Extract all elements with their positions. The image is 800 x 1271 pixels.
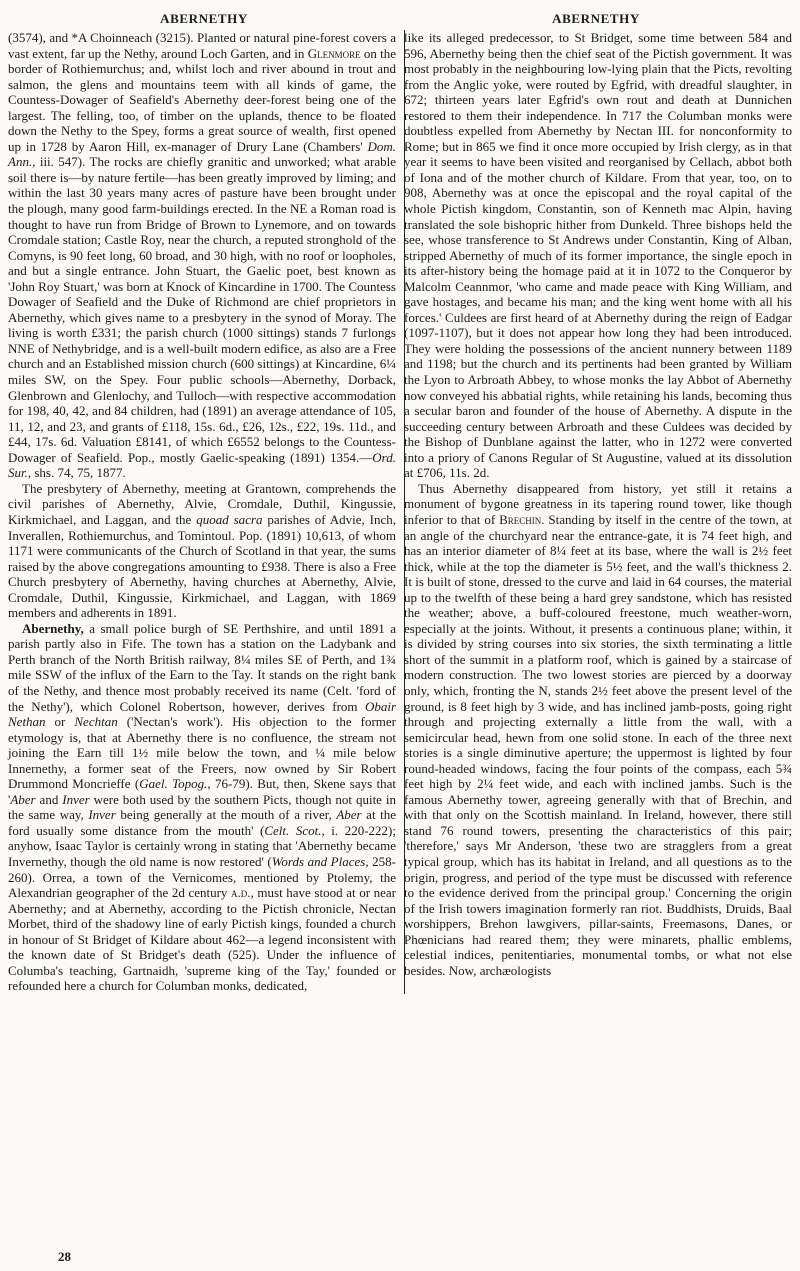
text-run: , must have stood at or near Abernethy; and at Abernethy, according to the Pictish chronicle, Nectan Morbet, third of the shadowy line of early Pictish kings, founded a church in honour of St Bridget of Kildare about 462—a legend inconsistent with the known date of St Bridget's death (525). Under the influence of Columba's teaching, Gartnaidh, 'supreme king of the Tay,' founded or refounded here a church for Columban monks, dedicated, (8, 885, 396, 994)
text-run: The presbytery of Abernethy, meeting at Grantown, comprehends the civil parishes of Abernethy, Alvie, Cromdale, Duthil, Kingussie, Kirkmichael, and Laggan, and the (8, 480, 396, 527)
page-number: 28 (58, 1249, 71, 1264)
text-run: parishes of Advie, Inch, Inverallen, Rothiemurchus, and Tomintoul. Pop. (1891) 10,613, of whom 1171 were communicants of the Church of Scotland in that year, the sums raised by the above congregations amounting to £938. There is also a Free Church presbytery of Abernethy, having churches at Abernethy, Alvie, Cromdale, Duthil, Kingussie, Kirkmichael, and Laggan, with 1869 members and adherents in 1891. (8, 511, 396, 621)
right-column (404, 30, 792, 994)
paragraph-abernethy-burgh (8, 621, 396, 994)
text-run: , shs. 74, 75, 1877. (27, 465, 126, 481)
italic-term: Aber (10, 791, 36, 807)
text-columns (8, 30, 792, 994)
text-run: ('Nectan's work'). His objection to the former etymology is, that at Abernethy there is no confluence, the stream not joining the Earn till 1½ mile below the town, and ¼ mile below Innernethy, a former seat of the Freers, now owned by Sir Robert Drummond Moncrieffe ( (8, 714, 396, 792)
text-run: (3574), and *A Choinneach (3215). Planted or natural pine-forest covers a vast extent, far up the Nethy, around Loch Garten, and in (8, 30, 396, 61)
citation-italic: Gael. Topog. (139, 776, 208, 792)
text-run: on the border of Rothiemurchus; and, whilst loch and river abound in trout and salmon, the glens and mountains teem with all kinds of game, the Countess-Dowager of Seafield's Abernethy deer-forest being one of the largest. The felling, too, of timber on the uplands, thence to be floated down the Nethy to the Spey, forms a great source of wealth, first opened up in 1728 by Aaron Hill, ex-manager of Drury Lane (Chambers' (8, 45, 396, 154)
paragraph-presbytery (8, 481, 396, 621)
citation-italic: Words and Places (271, 853, 366, 869)
italic-term: Aber (336, 807, 362, 823)
header-left-title: ABERNETHY (160, 11, 248, 26)
text-run: , iii. 547). The rocks are chiefly granitic and unworked; what arable soil there is—by nature fertile—has been greatly improved by liming; and within the last 30 years many acres of pasture have been brought under the plough, many good farm-buildings erected. In the NE a Roman road is thought to have run from Bridge of Brown to Lynemore, and on towards Cromdale station; Castle Roy, near the church, a reputed stronghold of the Comyns, is 90 feet long, 60 broad, and 30 high, with no roof or loopholes, and but a single entrance. John Stuart, the Gaelic poet, best known as 'John Roy Stuart,' was born at Knock of Kincardine in 1700. The Countess Dowager of Seafield and the Duke of Richmond are chief proprietors in Abernethy, which gives name to a presbytery in the synod of Moray. The living is worth £331; the parish church (1000 sittings) stands 7 furlongs NNE of Nethybridge, and is a well-built modern edifice, as also are a Free church and an Established mission church (600 sittings) at Kincardine, 6¼ miles SW, on the Spey. Four public schools—Abernethy, Dorback, Glenbrown and Glenlochy, and Tulloch—with respective accommodation for 198, 40, 42, and 84 children, had (1891) an average attendance of 105, 11, 12, and 23, and grants of £118, 15s. 6d., £26, 12s., £22, 19s. 11d., and £44, 17s. 6d. Valuation £8141, of which £6552 belongs to the Countess-Dowager of Seafield. Pop., mostly Gaelic-speaking (1891) 1354.— (8, 154, 396, 465)
place-name-glenmore: Glenmore (307, 45, 361, 61)
text-run: and (35, 791, 63, 807)
paragraph-round-tower (404, 481, 792, 979)
paragraph-parish-description (8, 30, 396, 481)
running-header (8, 8, 792, 30)
text-run: , 76-79). But, then, Skene says that ' (8, 776, 396, 807)
text-run: a small police burgh of SE Perthshire, and until 1891 a parish partly also in Fife. The town has a station on the Ladybank and Perth branch of the North British railway, 8¼ miles SE of Perth, and 1¾ mile SSW of the influx of the Earn to the Tay. It stands on the right bank of the Nethy, and thence most probably received its name (Celt. 'ford of the Nethy'), which Colonel Robertson, however, derives from (8, 620, 396, 714)
citation-italic: Celt. Scot. (264, 822, 322, 838)
header-right-title: ABERNETHY (552, 11, 640, 26)
column-divider (404, 30, 405, 994)
text-run: . Standing by itself in the centre of the town, at an angle of the churchyard near the entrance-gate, it is 74 feet high, and has an interior diameter of 8¼ feet at its base, where the wall is 2½ feet thick, while at the top the diameter is 5½ feet, and the wall's thickness 2. It is built of stone, dressed to the curve and laid in 64 courses, the material up to the twelfth of these being a hard grey sandstone, which has resisted the weather; above, a buff-coloured freestone, much weather-worn, especially at the joints. Without, it presents a continuous plane; within, it is divided by string courses into six stories, the sixth terminating a little short of the summit in a platform roof, which is gained by a staircase of modern construction. The two lowest stories are pierced by a doorway only, which, fronting the N, stands 2½ feet above the present level of the ground, is 8 feet high by 3 wide, and has inclined jamb-posts, going right through and projecting externally a little from the wall, with a semicircular head, hewn from one solid stone. In each of the three next stories is a single diminutive aperture; the uppermost is lighted by four round-headed windows, facing the four points of the compass, each 5¾ feet high by 2¼ feet wide, and each with inclined jambs. Such is the famous Abernethy tower, agreeing generally with that of Brechin, and with that only on the Scottish mainland. In Ireland, however, there still stand 76 round towers, presenting the characteristics of this pair; 'therefore,' says Mr Anderson, 'these two are stragglers from a great typical group, which has its habitat in Ireland, and all questions as to the origin, progress, and period of the type must be discussed with reference to the evidence derived from the principal group.' Concerning the origin of the Irish towers imagination formerly ran riot. Buddhists, Druids, Baal worshippers, Brehon lawgivers, pillar-saints, Freemasons, Danes, or Phœnicians had reared them; they were minarets, phallic emblems, celestial indices, penitentiaries, monumental tombs, or what not else besides. Now, archæologists (404, 511, 792, 978)
italic-term: Inver (88, 807, 116, 823)
italic-term: quoad sacra (196, 511, 263, 527)
italic-term: Inver (62, 791, 90, 807)
text-run: being generally at the mouth of a river, (115, 807, 337, 823)
era-abbreviation: a.d. (231, 885, 251, 901)
text-run: like its alleged predecessor, to St Bridget, some time between 584 and 596, Abernethy being then the chief seat of the Pictish government. It was most probably in the neighbouring low-lying plain that the Picts, revolting from the Anglic yoke, were routed by Egfrid, with dreadful slaughter, in 672; thirteen years later Egfrid's own rout and death at Dunnichen restored to them their independence. In 717 the Columban monks were doubtless expelled from Abernethy by Nectan III. for nonconformity to Rome; but in 865 we find it once more occupied by Irish clergy, as in that year it seems to have been visited and reorganised by Cellach, abbot both of Iona and of the mother church of Kildare. From that year, too, on to 908, Abernethy was at once the episcopal and the royal capital of the whole Pictish kingdom, Constantin, son of Kenneth mac Alpin, having translated the sole bishopric hither from Dunkeld. Three bishops held the see, whose transference to St Andrews under Constantin, King of Alban, stripped Abernethy of much of its former importance, the single epoch in its after-history being the homage paid at it in 1072 to the Conqueror by Malcolm Ceannmor, 'who came and made peace with King William, and gave hostages, and became his man; and the king went home with all his forces.' Culdees are first heard of at Abernethy during the reign of Eadgar (1097-1107), but it does not appear how long they had been introduced. They were holding the possessions of the ancient nunnery between 1189 and 1198; but the church and its pertinents had been granted by William the Lyon to Arbroath Abbey, to whose monks the lay Abbot of Abernethy now conveyed his abbatial rights, while retaining his lands, becoming thus a secular baron and founder of the house of Abernethy. A dispute in the succeeding century between Arbroath and these Culdees was decided by the Bishop of Dunblane against the latter, who in 1272 were converted into a priory of Canons Regular of St Augustine, valued at its dissolution at £706, 11s. 2d. (404, 30, 792, 481)
text-run: or (45, 714, 75, 730)
text-run: , i. 220-222); anyhow, Isaac Taylor is certainly wrong in stating that 'Abernethy became Invernethy, though the old name is now restored' ( (8, 822, 396, 869)
italic-term: Obair Nethan (8, 698, 396, 730)
text-run: at the ford usually some distance from the mouth' ( (8, 807, 396, 838)
text-run: were both used by the southern Picts, though not quite in the same way, (8, 791, 396, 823)
left-column (8, 30, 396, 994)
place-name-brechin: Brechin (499, 511, 542, 527)
paragraph-history (404, 30, 792, 481)
text-run: , 258-260). Orrea, a town of the Vernicomes, mentioned by Ptolemy, the Alexandrian geographer of the 2d century (8, 853, 396, 901)
text-run: Thus Abernethy disappeared from history, yet still it retains a monument of bygone greatness in its tapering round tower, like though inferior to that of (404, 480, 792, 527)
citation-italic: Ord. Sur. (8, 449, 396, 481)
italic-term: Nechtan (74, 714, 118, 730)
entry-headword: Abernethy, (22, 620, 84, 636)
citation-italic: Dom. Ann. (8, 138, 396, 170)
